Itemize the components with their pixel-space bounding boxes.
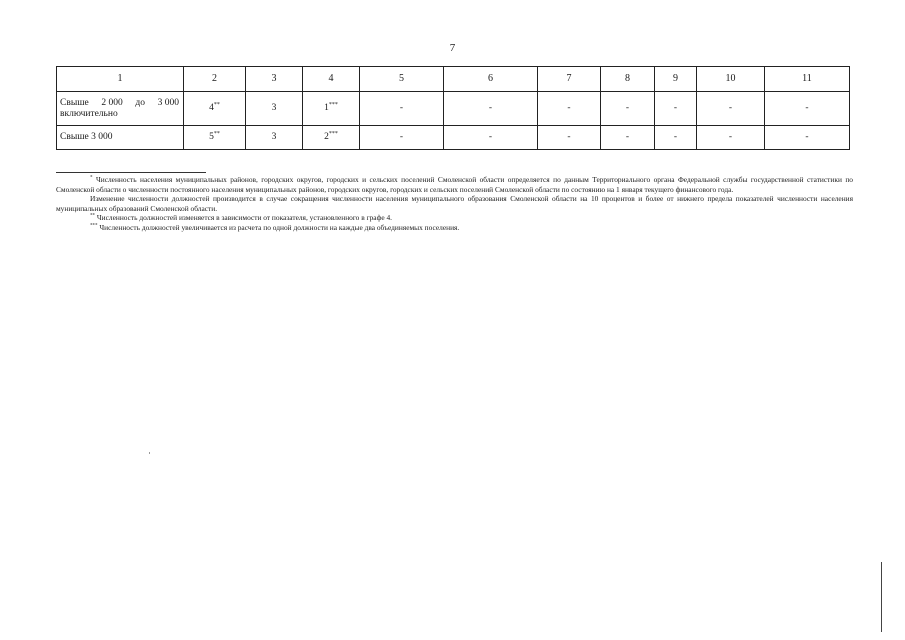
row-label bbox=[57, 92, 184, 126]
table-cell: - bbox=[655, 126, 697, 150]
column-header: 2 bbox=[184, 67, 246, 92]
column-header: 9 bbox=[655, 67, 697, 92]
table-cell: - bbox=[601, 126, 655, 150]
column-header: 7 bbox=[538, 67, 601, 92]
table-cell: - bbox=[765, 92, 850, 126]
table-cell: - bbox=[601, 92, 655, 126]
table-cell: 3 bbox=[246, 126, 303, 150]
table-cell: 4** bbox=[184, 92, 246, 126]
footnote-mark: *** bbox=[90, 223, 98, 229]
row-label-line2: включительно bbox=[60, 108, 118, 119]
label-word: до bbox=[135, 97, 145, 108]
row-label-line1 bbox=[60, 98, 181, 109]
table-cell: 1*** bbox=[303, 92, 360, 126]
column-header: 4 bbox=[303, 67, 360, 92]
table-cell: - bbox=[697, 92, 765, 126]
footnote-1-continuation: Изменение численности должностей производится в случае сокращения численности населения муниципального образования Смоленской области на 10 процентов и более от нижнего предела показателей численности населения муниципальных образований Смоленской области. bbox=[56, 194, 853, 213]
footnote-2 bbox=[56, 213, 853, 223]
column-header: 3 bbox=[246, 67, 303, 92]
footnote-separator bbox=[56, 172, 206, 173]
label-word: Свыше bbox=[60, 97, 89, 108]
label-word: 2 000 bbox=[101, 97, 123, 108]
table-cell: - bbox=[765, 126, 850, 150]
table-cell: - bbox=[444, 92, 538, 126]
table-cell: - bbox=[538, 126, 601, 150]
table-header-row bbox=[57, 67, 850, 92]
table-cell: - bbox=[655, 92, 697, 126]
table-row bbox=[57, 92, 850, 126]
table-cell: 2*** bbox=[303, 126, 360, 150]
footnote-1 bbox=[56, 175, 853, 194]
table-cell: - bbox=[697, 126, 765, 150]
footnote-mark: *** bbox=[328, 130, 338, 137]
footnote-mark: ** bbox=[213, 130, 220, 137]
column-header: 8 bbox=[601, 67, 655, 92]
table-cell: - bbox=[538, 92, 601, 126]
table-cell: - bbox=[360, 92, 444, 126]
column-header: 10 bbox=[697, 67, 765, 92]
footnote-mark: ** bbox=[90, 213, 95, 219]
table-cell: - bbox=[444, 126, 538, 150]
footnote-text: Численность должностей изменяется в зависимости от показателя, установленного в графе 4. bbox=[96, 213, 393, 222]
column-header: 5 bbox=[360, 67, 444, 92]
footnote-mark: ** bbox=[213, 101, 220, 108]
label-word: 3 000 bbox=[157, 97, 179, 108]
footnote-text: Численность населения муниципальных районов, городских округов, городских и сельских поселений Смоленской области определяется по данным Территориального органа Федеральной службы государственной статистики по Смоленской области о численности постоянного населения муниципальных районов, городских округов, городских и сельских поселений Смоленской области по состоянию на 1 января текущего финансового года. bbox=[56, 175, 853, 194]
column-header: 11 bbox=[765, 67, 850, 92]
scan-edge-line bbox=[881, 562, 882, 632]
page-number: 7 bbox=[449, 42, 456, 54]
table-cell: 3 bbox=[246, 92, 303, 126]
footnote-mark: * bbox=[90, 175, 93, 181]
footnote-3 bbox=[56, 223, 853, 233]
footnote-mark: *** bbox=[328, 101, 338, 108]
footnotes bbox=[56, 175, 853, 232]
column-header: 1 bbox=[57, 67, 184, 92]
positions-table bbox=[56, 66, 850, 150]
column-header: 6 bbox=[444, 67, 538, 92]
table-cell: - bbox=[360, 126, 444, 150]
table-row bbox=[57, 126, 850, 150]
table-cell: 5** bbox=[184, 126, 246, 150]
row-label: Свыше 3 000 bbox=[57, 126, 184, 150]
scan-artifact bbox=[149, 452, 150, 454]
footnote-text: Численность должностей увеличивается из расчета по одной должности на каждые два объединяемых поселения. bbox=[99, 222, 460, 232]
